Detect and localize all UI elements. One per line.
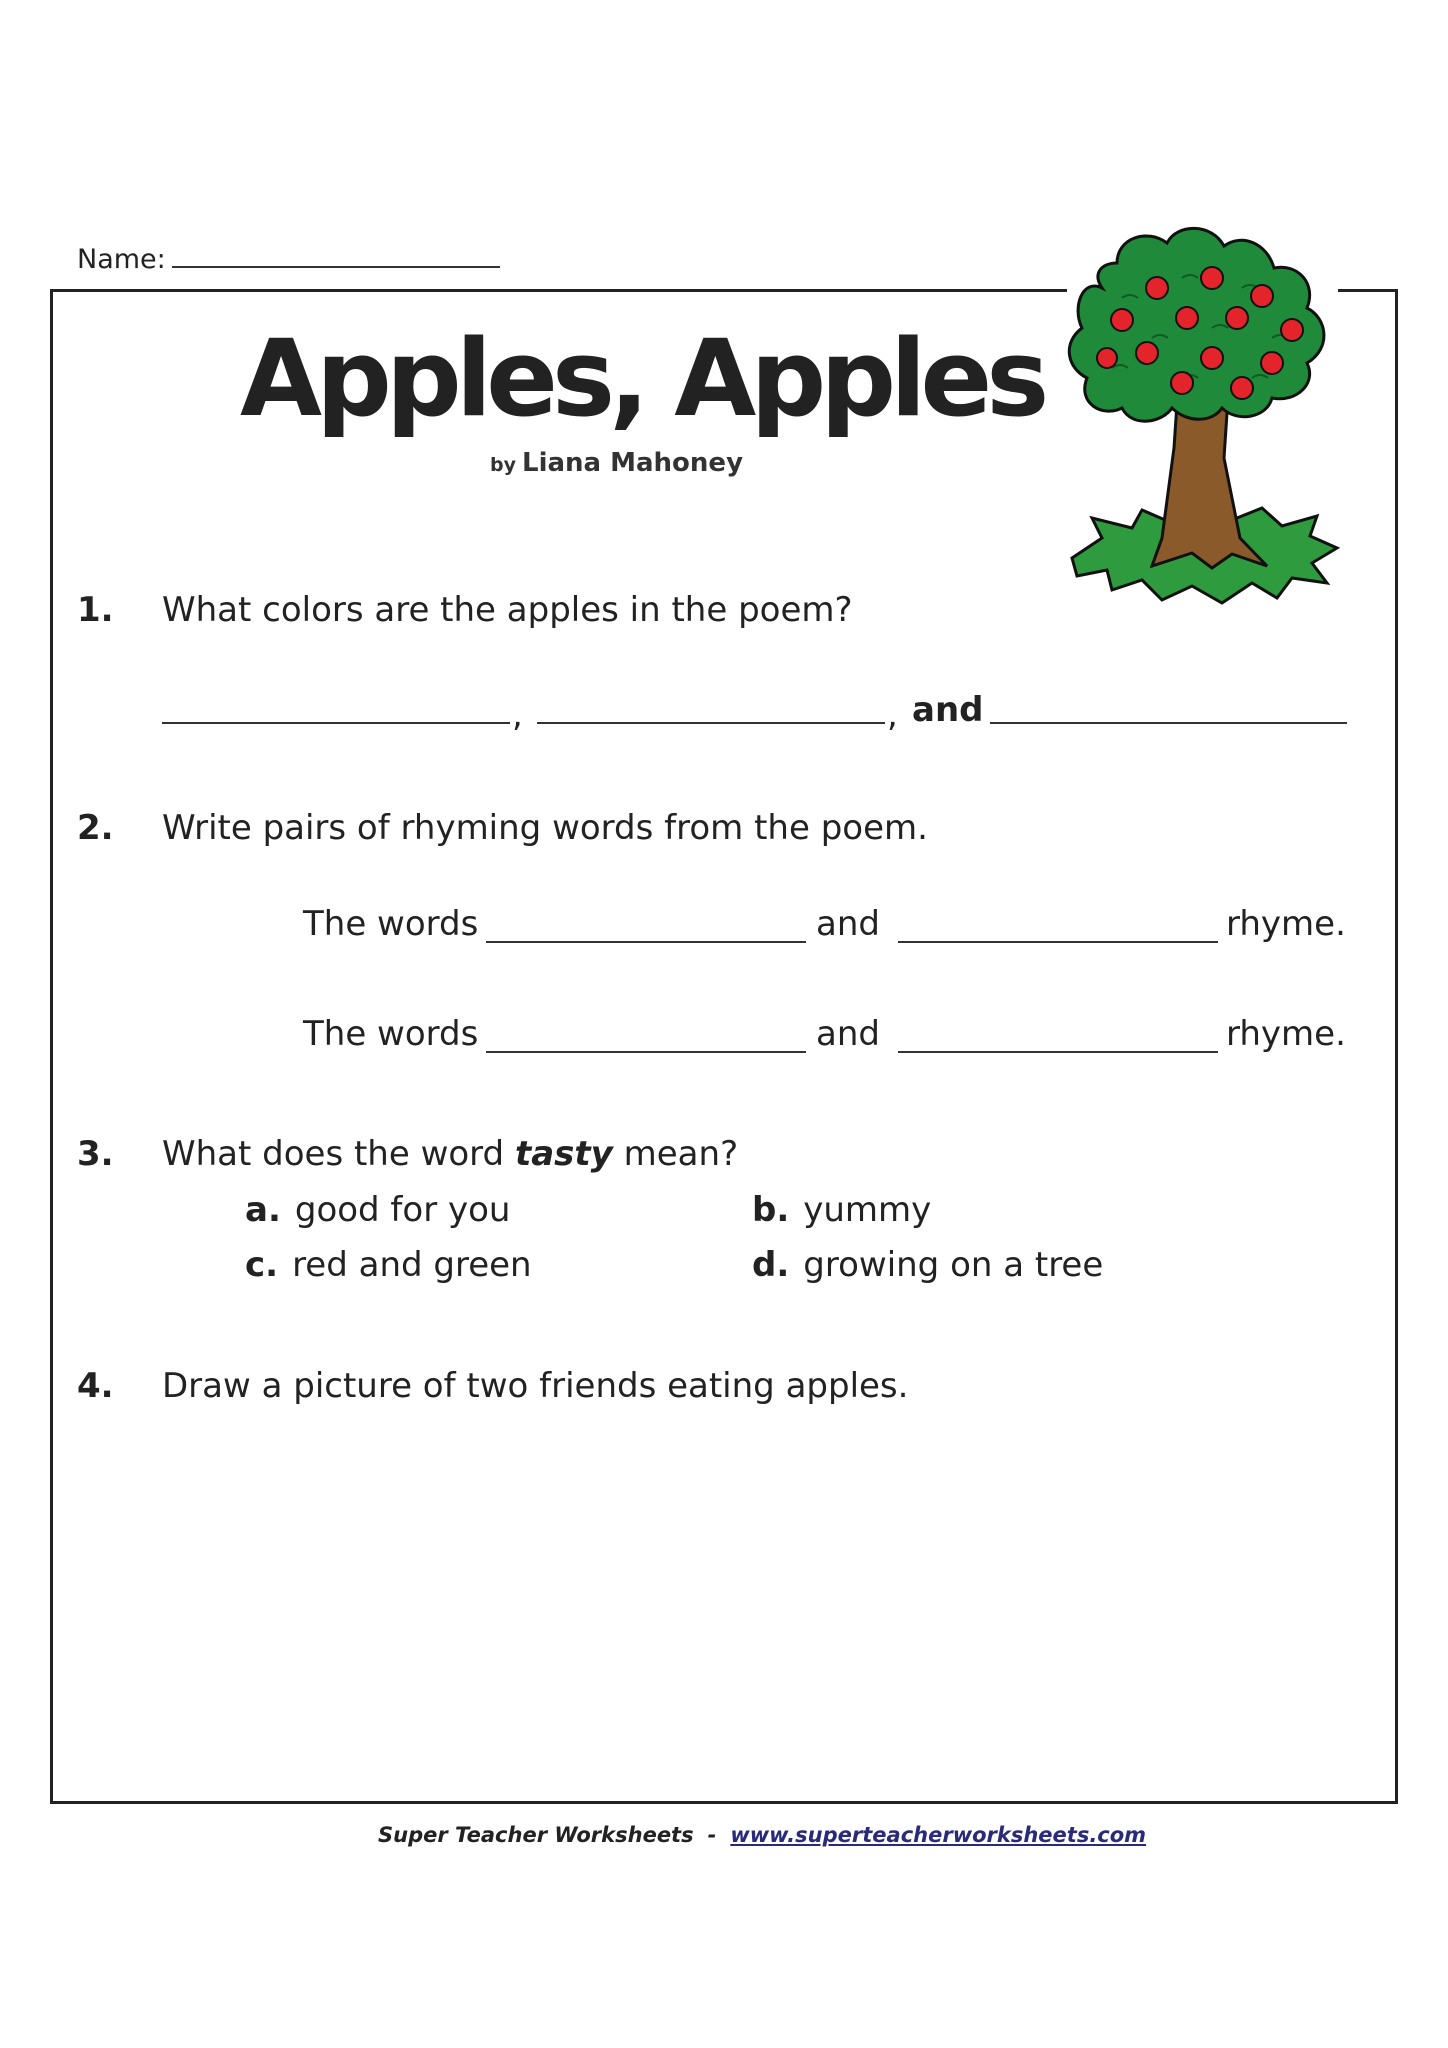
option-d-text: growing on a tree — [803, 1245, 1104, 1285]
option-c-text: red and green — [292, 1245, 532, 1285]
footer-separator: - — [707, 1823, 717, 1847]
question-4-text: Draw a picture of two friends eating apples. — [162, 1366, 909, 1406]
rhyme-row-2-blank-2[interactable] — [898, 1051, 1218, 1053]
name-label-text: Name: — [77, 244, 166, 275]
option-c-letter: c. — [245, 1245, 279, 1285]
question-4-number: 4. — [77, 1366, 114, 1406]
question-3-emphasis: tasty — [514, 1134, 613, 1174]
name-field[interactable] — [172, 244, 500, 268]
rhyme-row-2-blank-1[interactable] — [486, 1051, 806, 1053]
option-d-letter: d. — [752, 1245, 790, 1285]
option-b[interactable] — [752, 1190, 931, 1230]
answer-blank-color-1[interactable] — [162, 722, 510, 724]
rhyme-row-1-and: and — [816, 904, 880, 944]
option-a[interactable] — [245, 1190, 510, 1230]
option-b-letter: b. — [752, 1190, 790, 1230]
answer-blank-color-3[interactable] — [990, 722, 1347, 724]
frame-top-border-left — [50, 289, 1067, 292]
comma-separator-1: , — [512, 695, 523, 735]
footer-link[interactable]: www.superteacherworksheets.com — [730, 1823, 1147, 1847]
option-a-letter: a. — [245, 1190, 281, 1230]
question-1-number: 1. — [77, 590, 114, 630]
option-a-text: good for you — [294, 1190, 511, 1230]
option-d[interactable] — [752, 1245, 1103, 1285]
frame-top-border-right — [1338, 289, 1398, 292]
question-3-text-before: What does the word — [162, 1134, 505, 1174]
footer — [378, 1823, 1146, 1847]
rhyme-row-1-blank-2[interactable] — [898, 941, 1218, 943]
rhyme-row-1-blank-1[interactable] — [486, 941, 806, 943]
page-title: Apples, Apples — [240, 317, 1044, 440]
question-3-number: 3. — [77, 1134, 114, 1174]
question-3-text — [162, 1134, 738, 1174]
apple-tree-icon — [1062, 218, 1342, 610]
question-2-number: 2. — [77, 808, 114, 848]
rhyme-row-1-prefix: The words — [303, 904, 479, 944]
comma-separator-2: , — [887, 695, 898, 735]
rhyme-row-2-and: and — [816, 1014, 880, 1054]
answer-blank-color-2[interactable] — [537, 722, 885, 724]
drawing-area[interactable] — [77, 1420, 1377, 1780]
question-2-text: Write pairs of rhyming words from the poem. — [162, 808, 928, 848]
rhyme-row-2-prefix: The words — [303, 1014, 479, 1054]
footer-brand: Super Teacher Worksheets — [378, 1823, 694, 1847]
byline-prefix: by — [490, 454, 516, 476]
question-1-text: What colors are the apples in the poem? — [162, 590, 853, 630]
name-label — [77, 244, 500, 275]
rhyme-row-2-suffix: rhyme. — [1226, 1014, 1346, 1054]
option-b-text: yummy — [803, 1190, 932, 1230]
author-name: Liana Mahoney — [522, 448, 744, 478]
question-3-text-after: mean? — [623, 1134, 739, 1174]
rhyme-row-1-suffix: rhyme. — [1226, 904, 1346, 944]
and-connector: and — [912, 690, 984, 730]
byline — [490, 448, 743, 478]
option-c[interactable] — [245, 1245, 532, 1285]
